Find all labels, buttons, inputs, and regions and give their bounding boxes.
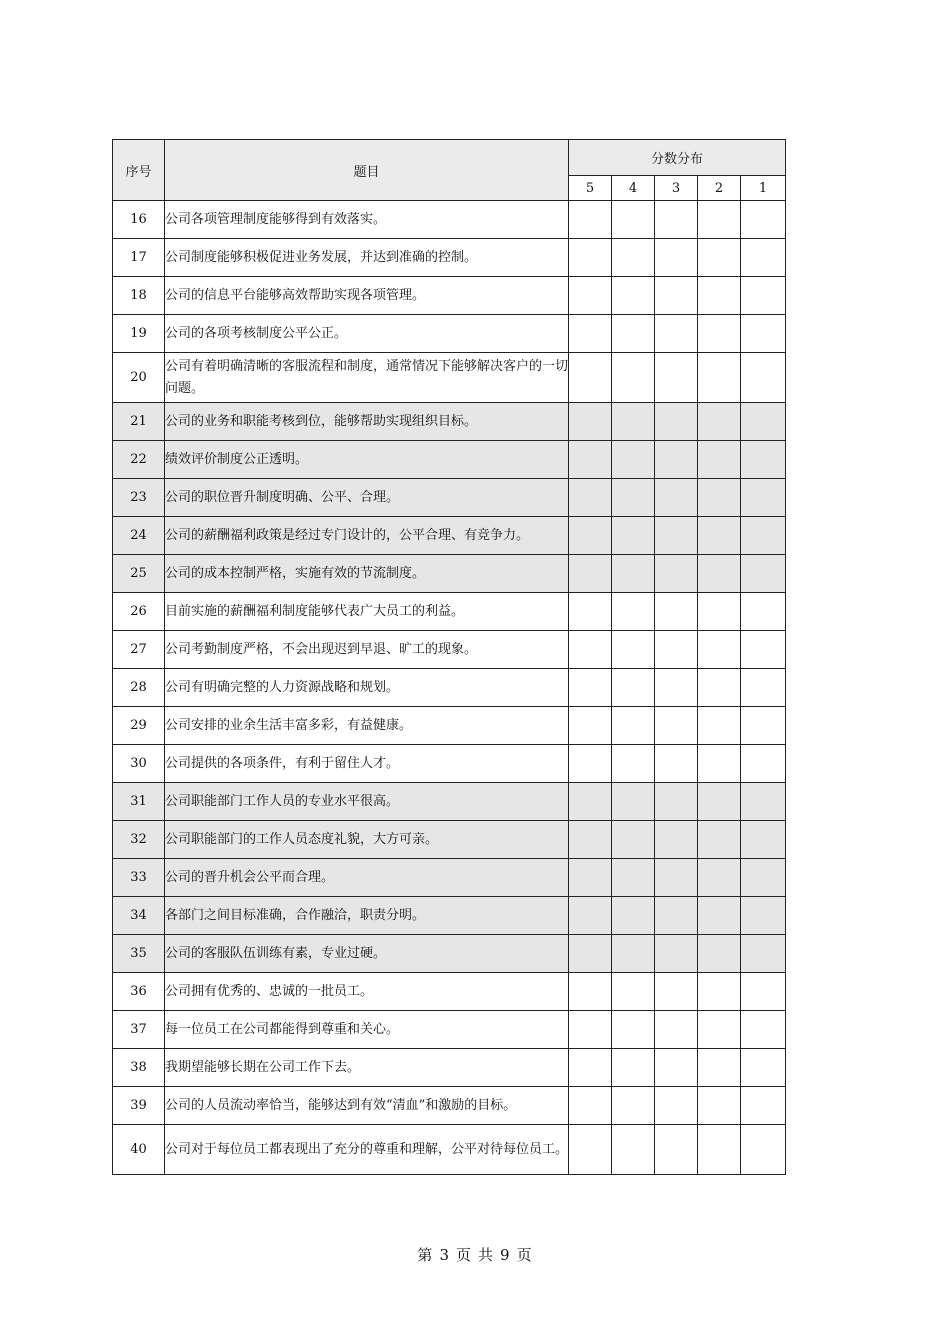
score-cell-1[interactable] xyxy=(741,593,786,631)
score-cell-1[interactable] xyxy=(741,517,786,555)
table-row xyxy=(113,479,786,517)
row-number: 17 xyxy=(113,239,165,277)
score-cell-1[interactable] xyxy=(741,669,786,707)
row-question: 公司的薪酬福利政策是经过专门设计的，公平合理、有竞争力。 xyxy=(165,517,569,555)
table-row xyxy=(113,859,786,897)
score-cell-5[interactable] xyxy=(569,707,612,745)
score-cell-4[interactable] xyxy=(612,403,655,441)
score-cell-4[interactable] xyxy=(612,935,655,973)
score-cell-3[interactable] xyxy=(655,1087,698,1125)
row-number: 30 xyxy=(113,745,165,783)
row-number: 18 xyxy=(113,277,165,315)
survey-table xyxy=(112,139,786,1175)
table-row xyxy=(113,973,786,1011)
table-row xyxy=(113,1125,786,1175)
table-row xyxy=(113,239,786,277)
row-question: 公司的晋升机会公平而合理。 xyxy=(165,859,569,897)
score-cell-2[interactable] xyxy=(698,1087,741,1125)
score-cell-5[interactable] xyxy=(569,1049,612,1087)
page-footer xyxy=(0,1244,950,1265)
score-cell-3[interactable] xyxy=(655,517,698,555)
score-cell-5[interactable] xyxy=(569,1011,612,1049)
score-cell-3[interactable] xyxy=(655,935,698,973)
row-question: 目前实施的薪酬福利制度能够代表广大员工的利益。 xyxy=(165,593,569,631)
row-question: 公司有明确完整的人力资源战略和规划。 xyxy=(165,669,569,707)
row-question: 公司制度能够积极促进业务发展，并达到准确的控制。 xyxy=(165,239,569,277)
row-question: 绩效评价制度公正透明。 xyxy=(165,441,569,479)
row-number: 38 xyxy=(113,1049,165,1087)
score-cell-1[interactable] xyxy=(741,973,786,1011)
score-cell-1[interactable] xyxy=(741,1125,786,1175)
row-question: 公司有着明确清晰的客服流程和制度，通常情况下能够解决客户的一切问题。 xyxy=(165,353,569,403)
table-row xyxy=(113,783,786,821)
score-cell-3[interactable] xyxy=(655,1011,698,1049)
score-cell-4[interactable] xyxy=(612,201,655,239)
score-cell-2[interactable] xyxy=(698,1011,741,1049)
header-score-group: 分数分布 xyxy=(569,140,786,176)
score-cell-4[interactable] xyxy=(612,353,655,403)
row-number: 21 xyxy=(113,403,165,441)
header-score-5: 5 xyxy=(569,176,612,201)
score-cell-2[interactable] xyxy=(698,973,741,1011)
score-cell-4[interactable] xyxy=(612,631,655,669)
footer-current-page: 3 xyxy=(439,1246,450,1264)
row-number: 34 xyxy=(113,897,165,935)
score-cell-4[interactable] xyxy=(612,479,655,517)
table-body xyxy=(113,201,786,1175)
footer-suffix: 页 xyxy=(516,1246,533,1264)
table-row xyxy=(113,1087,786,1125)
score-cell-1[interactable] xyxy=(741,479,786,517)
score-cell-3[interactable] xyxy=(655,745,698,783)
score-cell-4[interactable] xyxy=(612,1087,655,1125)
score-cell-3[interactable] xyxy=(655,239,698,277)
row-question: 公司的客服队伍训练有素，专业过硬。 xyxy=(165,935,569,973)
score-cell-3[interactable] xyxy=(655,669,698,707)
row-question: 公司的各项考核制度公平公正。 xyxy=(165,315,569,353)
score-cell-1[interactable] xyxy=(741,745,786,783)
table-row xyxy=(113,555,786,593)
score-cell-3[interactable] xyxy=(655,277,698,315)
score-cell-1[interactable] xyxy=(741,707,786,745)
score-cell-2[interactable] xyxy=(698,201,741,239)
score-cell-3[interactable] xyxy=(655,783,698,821)
score-cell-1[interactable] xyxy=(741,935,786,973)
row-question: 公司提供的各项条件，有利于留住人才。 xyxy=(165,745,569,783)
row-question: 公司的人员流动率恰当，能够达到有效“清血”和激励的目标。 xyxy=(165,1087,569,1125)
table-row xyxy=(113,403,786,441)
row-question: 公司考勤制度严格，不会出现迟到早退、旷工的现象。 xyxy=(165,631,569,669)
score-cell-5[interactable] xyxy=(569,201,612,239)
table-row xyxy=(113,821,786,859)
row-number: 26 xyxy=(113,593,165,631)
score-cell-4[interactable] xyxy=(612,1125,655,1175)
score-cell-2[interactable] xyxy=(698,631,741,669)
score-cell-1[interactable] xyxy=(741,315,786,353)
header-question: 题目 xyxy=(165,140,569,201)
score-cell-3[interactable] xyxy=(655,973,698,1011)
row-number: 19 xyxy=(113,315,165,353)
row-number: 37 xyxy=(113,1011,165,1049)
table-row xyxy=(113,593,786,631)
row-question: 每一位员工在公司都能得到尊重和关心。 xyxy=(165,1011,569,1049)
score-cell-5[interactable] xyxy=(569,745,612,783)
score-cell-5[interactable] xyxy=(569,315,612,353)
score-cell-2[interactable] xyxy=(698,441,741,479)
row-number: 32 xyxy=(113,821,165,859)
score-cell-5[interactable] xyxy=(569,239,612,277)
score-cell-4[interactable] xyxy=(612,441,655,479)
score-cell-4[interactable] xyxy=(612,859,655,897)
score-cell-1[interactable] xyxy=(741,631,786,669)
row-question: 公司的成本控制严格，实施有效的节流制度。 xyxy=(165,555,569,593)
score-cell-4[interactable] xyxy=(612,821,655,859)
table-row xyxy=(113,353,786,403)
row-question: 公司职能部门的工作人员态度礼貌，大方可亲。 xyxy=(165,821,569,859)
score-cell-5[interactable] xyxy=(569,973,612,1011)
row-question: 公司的信息平台能够高效帮助实现各项管理。 xyxy=(165,277,569,315)
score-cell-2[interactable] xyxy=(698,315,741,353)
row-question: 公司拥有优秀的、忠诚的一批员工。 xyxy=(165,973,569,1011)
score-cell-2[interactable] xyxy=(698,1125,741,1175)
row-number: 24 xyxy=(113,517,165,555)
score-cell-5[interactable] xyxy=(569,353,612,403)
row-number: 40 xyxy=(113,1125,165,1175)
score-cell-3[interactable] xyxy=(655,1125,698,1175)
row-number: 27 xyxy=(113,631,165,669)
score-cell-1[interactable] xyxy=(741,239,786,277)
score-cell-4[interactable] xyxy=(612,1049,655,1087)
score-cell-3[interactable] xyxy=(655,631,698,669)
score-cell-1[interactable] xyxy=(741,441,786,479)
score-cell-4[interactable] xyxy=(612,783,655,821)
score-cell-1[interactable] xyxy=(741,1087,786,1125)
score-cell-2[interactable] xyxy=(698,479,741,517)
score-cell-2[interactable] xyxy=(698,897,741,935)
score-cell-4[interactable] xyxy=(612,973,655,1011)
score-cell-1[interactable] xyxy=(741,1011,786,1049)
row-number: 36 xyxy=(113,973,165,1011)
score-cell-5[interactable] xyxy=(569,403,612,441)
score-cell-1[interactable] xyxy=(741,783,786,821)
table-row xyxy=(113,745,786,783)
row-number: 33 xyxy=(113,859,165,897)
table-row xyxy=(113,897,786,935)
row-number: 35 xyxy=(113,935,165,973)
score-cell-2[interactable] xyxy=(698,277,741,315)
score-cell-2[interactable] xyxy=(698,403,741,441)
score-cell-5[interactable] xyxy=(569,669,612,707)
score-cell-3[interactable] xyxy=(655,441,698,479)
row-question: 我期望能够长期在公司工作下去。 xyxy=(165,1049,569,1087)
score-cell-2[interactable] xyxy=(698,745,741,783)
score-cell-2[interactable] xyxy=(698,555,741,593)
row-number: 23 xyxy=(113,479,165,517)
score-cell-2[interactable] xyxy=(698,783,741,821)
table-row xyxy=(113,201,786,239)
row-question: 公司的职位晋升制度明确、公平、合理。 xyxy=(165,479,569,517)
footer-page-word: 页 xyxy=(455,1246,472,1264)
header-score-4: 4 xyxy=(612,176,655,201)
score-cell-3[interactable] xyxy=(655,593,698,631)
table-row xyxy=(113,517,786,555)
score-cell-3[interactable] xyxy=(655,479,698,517)
score-cell-2[interactable] xyxy=(698,859,741,897)
row-number: 39 xyxy=(113,1087,165,1125)
score-cell-1[interactable] xyxy=(741,897,786,935)
score-cell-5[interactable] xyxy=(569,897,612,935)
header-score-3: 3 xyxy=(655,176,698,201)
row-question: 公司的业务和职能考核到位，能够帮助实现组织目标。 xyxy=(165,403,569,441)
score-cell-5[interactable] xyxy=(569,821,612,859)
score-cell-3[interactable] xyxy=(655,821,698,859)
score-cell-3[interactable] xyxy=(655,555,698,593)
score-cell-2[interactable] xyxy=(698,517,741,555)
score-cell-5[interactable] xyxy=(569,783,612,821)
score-cell-5[interactable] xyxy=(569,517,612,555)
row-question: 公司职能部门工作人员的专业水平很高。 xyxy=(165,783,569,821)
footer-total-word: 共 xyxy=(478,1246,495,1264)
score-cell-2[interactable] xyxy=(698,1049,741,1087)
score-cell-3[interactable] xyxy=(655,897,698,935)
score-cell-1[interactable] xyxy=(741,403,786,441)
score-cell-2[interactable] xyxy=(698,669,741,707)
score-cell-1[interactable] xyxy=(741,201,786,239)
score-cell-5[interactable] xyxy=(569,277,612,315)
score-cell-3[interactable] xyxy=(655,201,698,239)
score-cell-2[interactable] xyxy=(698,707,741,745)
score-cell-1[interactable] xyxy=(741,277,786,315)
score-cell-2[interactable] xyxy=(698,353,741,403)
score-cell-2[interactable] xyxy=(698,821,741,859)
score-cell-1[interactable] xyxy=(741,555,786,593)
score-cell-4[interactable] xyxy=(612,1011,655,1049)
row-number: 29 xyxy=(113,707,165,745)
score-cell-5[interactable] xyxy=(569,859,612,897)
score-cell-5[interactable] xyxy=(569,1125,612,1175)
row-number: 16 xyxy=(113,201,165,239)
row-question: 各部门之间目标准确，合作融洽，职责分明。 xyxy=(165,897,569,935)
score-cell-4[interactable] xyxy=(612,593,655,631)
footer-total-pages: 9 xyxy=(500,1246,511,1264)
score-cell-3[interactable] xyxy=(655,403,698,441)
table-row xyxy=(113,441,786,479)
score-cell-3[interactable] xyxy=(655,859,698,897)
row-question: 公司安排的业余生活丰富多彩，有益健康。 xyxy=(165,707,569,745)
score-cell-3[interactable] xyxy=(655,315,698,353)
score-cell-5[interactable] xyxy=(569,479,612,517)
score-cell-4[interactable] xyxy=(612,239,655,277)
score-cell-5[interactable] xyxy=(569,593,612,631)
table-row xyxy=(113,707,786,745)
score-cell-5[interactable] xyxy=(569,555,612,593)
row-number: 25 xyxy=(113,555,165,593)
score-cell-2[interactable] xyxy=(698,239,741,277)
table-row xyxy=(113,1049,786,1087)
score-cell-1[interactable] xyxy=(741,821,786,859)
score-cell-4[interactable] xyxy=(612,517,655,555)
score-cell-4[interactable] xyxy=(612,315,655,353)
row-number: 20 xyxy=(113,353,165,403)
table-row xyxy=(113,1011,786,1049)
header-score-1: 1 xyxy=(741,176,786,201)
row-number: 31 xyxy=(113,783,165,821)
table-row xyxy=(113,631,786,669)
score-cell-3[interactable] xyxy=(655,353,698,403)
score-cell-5[interactable] xyxy=(569,935,612,973)
score-cell-5[interactable] xyxy=(569,1087,612,1125)
header-score-2: 2 xyxy=(698,176,741,201)
score-cell-4[interactable] xyxy=(612,745,655,783)
score-cell-4[interactable] xyxy=(612,669,655,707)
header-number: 序号 xyxy=(113,140,165,201)
row-number: 28 xyxy=(113,669,165,707)
table-row xyxy=(113,315,786,353)
table-row xyxy=(113,935,786,973)
score-cell-4[interactable] xyxy=(612,277,655,315)
score-cell-4[interactable] xyxy=(612,707,655,745)
score-cell-4[interactable] xyxy=(612,897,655,935)
score-cell-3[interactable] xyxy=(655,707,698,745)
score-cell-2[interactable] xyxy=(698,935,741,973)
table-row xyxy=(113,669,786,707)
score-cell-4[interactable] xyxy=(612,555,655,593)
footer-prefix: 第 xyxy=(417,1246,434,1264)
score-cell-2[interactable] xyxy=(698,593,741,631)
table-header xyxy=(113,140,786,201)
score-cell-1[interactable] xyxy=(741,859,786,897)
score-cell-5[interactable] xyxy=(569,631,612,669)
table-row xyxy=(113,277,786,315)
row-number: 22 xyxy=(113,441,165,479)
score-cell-1[interactable] xyxy=(741,353,786,403)
score-cell-5[interactable] xyxy=(569,441,612,479)
row-question: 公司各项管理制度能够得到有效落实。 xyxy=(165,201,569,239)
score-cell-3[interactable] xyxy=(655,1049,698,1087)
row-question: 公司对于每位员工都表现出了充分的尊重和理解，公平对待每位员工。 xyxy=(165,1125,569,1175)
score-cell-1[interactable] xyxy=(741,1049,786,1087)
